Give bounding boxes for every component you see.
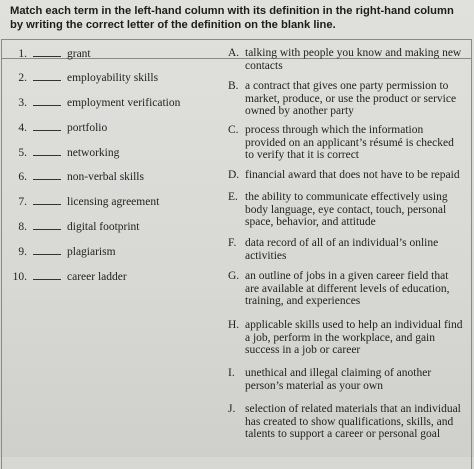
term-label: non-verbal skills	[67, 171, 144, 183]
answer-blank[interactable]	[33, 130, 61, 131]
term-number: 1.	[18, 48, 27, 60]
definition-letter: F.	[228, 237, 237, 249]
term-label: licensing agreement	[67, 196, 160, 208]
answer-blank[interactable]	[33, 155, 61, 156]
definition-text: talking with people you know and making new contacts	[245, 47, 462, 72]
definition-letter: C.	[228, 124, 239, 136]
answer-blank[interactable]	[33, 179, 61, 180]
definition-text: financial award that does not have to be repaid	[245, 169, 460, 181]
definition-text: an outline of jobs in a given career field that are available at different levels of education, training, and experiences	[245, 270, 450, 308]
term-label: employability skills	[67, 72, 159, 84]
answer-blank[interactable]	[33, 279, 61, 280]
term-label: portfolio	[67, 122, 108, 134]
answer-blank[interactable]	[33, 254, 61, 255]
definition-letter: D.	[228, 169, 240, 181]
instructions: Match each term in the left-hand column with its definition in the right-hand column by writing the correct letter of the definition on the blank line.	[10, 5, 454, 31]
answer-blank[interactable]	[33, 80, 61, 81]
definition-letter: H.	[228, 319, 240, 331]
definition-letter: I.	[228, 367, 235, 379]
definition-text: selection of related materials that an individual has created to show qualifications, skills, and talents to support a career or personal goal	[245, 403, 461, 441]
definition-letter: B.	[228, 80, 239, 92]
definition-text: the ability to communicate effectively using body language, eye contact, touch, personal space, behavior, and attitude	[245, 191, 448, 229]
definition-text: process through which the information provided on an applicant’s résumé is checked to verify that it is correct	[245, 124, 454, 162]
term-number: 4.	[18, 122, 27, 134]
answer-blank[interactable]	[33, 56, 61, 57]
answer-blank[interactable]	[33, 229, 61, 230]
term-label: plagiarism	[67, 246, 116, 258]
answer-blank[interactable]	[33, 105, 61, 106]
term-number: 5.	[18, 147, 27, 159]
term-label: grant	[67, 48, 91, 60]
definition-text: unethical and illegal claiming of another person’s material as your own	[245, 367, 432, 392]
term-label: career ladder	[67, 271, 127, 283]
term-number: 10.	[12, 271, 27, 283]
definition-text: a contract that gives one party permission to market, produce, or use the product or service owned by another party	[245, 80, 457, 118]
definition-text: applicable skills used to help an individual find a job, perform in the workplace, and gain success in a job or career	[245, 319, 463, 357]
definition-letter: A.	[228, 47, 240, 59]
definition-letter: G.	[228, 270, 240, 282]
term-number: 8.	[18, 221, 27, 233]
answer-blank[interactable]	[33, 204, 61, 205]
term-number: 9.	[18, 246, 27, 258]
definition-letter: J.	[228, 403, 236, 415]
term-label: employment verification	[67, 97, 181, 109]
term-label: networking	[67, 147, 120, 159]
term-number: 6.	[18, 171, 27, 183]
term-label: digital footprint	[67, 221, 140, 233]
definition-text: data record of all of an individual’s online activities	[245, 237, 439, 262]
term-number: 3.	[18, 97, 27, 109]
term-number: 2.	[18, 72, 27, 84]
term-number: 7.	[18, 196, 27, 208]
definition-letter: E.	[228, 191, 238, 203]
